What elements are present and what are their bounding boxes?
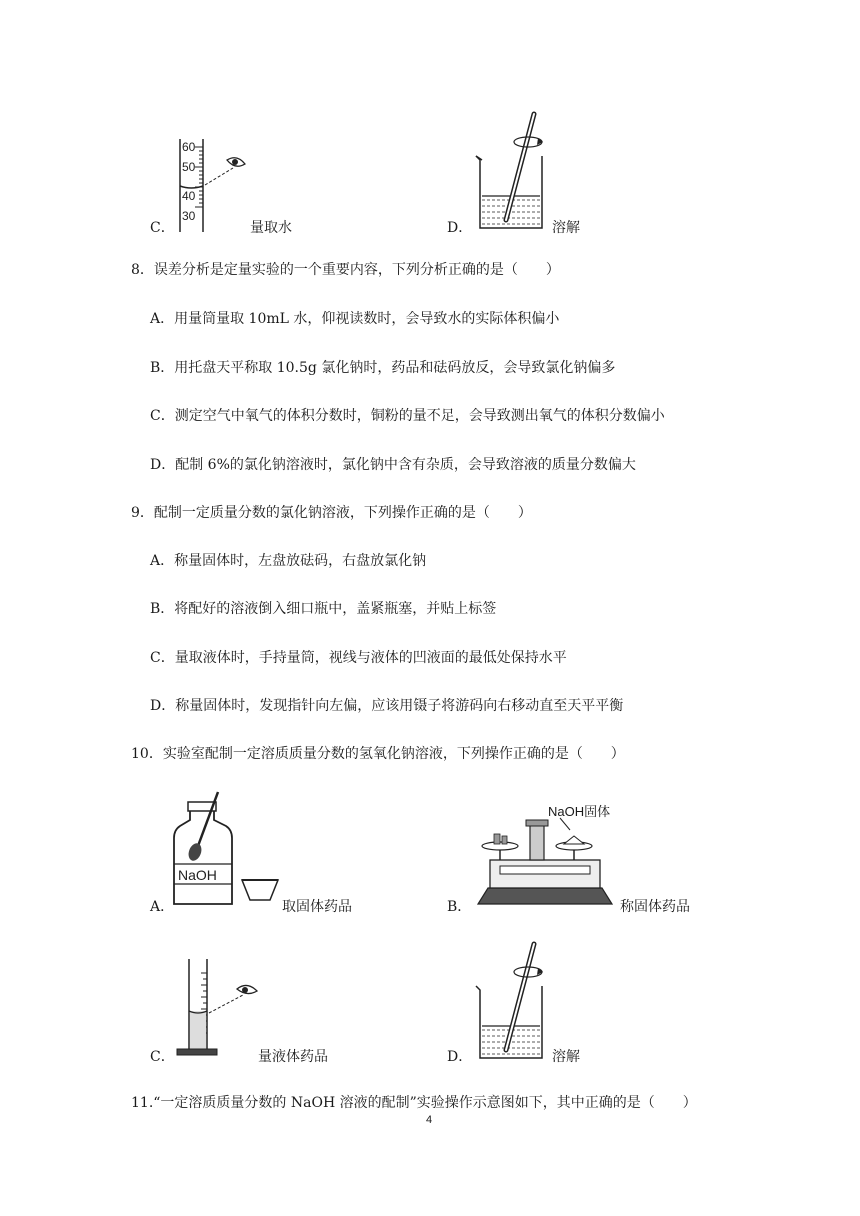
q10-option-c-caption: 量液体药品	[258, 1049, 328, 1065]
q8-option-b: B．用托盘天平称取 10.5g 氯化钠时，药品和砝码放反，会导致氯化钠偏多	[150, 360, 616, 376]
q8-option-d: D．配制 6%的氯化钠溶液时，氯化钠中含有杂质，会导致溶液的质量分数偏大	[150, 457, 636, 473]
q10-bottle-label: NaOH	[178, 867, 217, 883]
q10-balance-figure	[470, 800, 620, 912]
q7-beaker-dissolve-figure	[470, 108, 560, 233]
q7-graduated-cylinder-figure	[175, 136, 255, 236]
q9-option-c: C．量取液体时，手持量筒，视线与液体的凹液面的最低处保持水平	[150, 650, 567, 666]
q10-cylinder-figure	[175, 955, 265, 1060]
q9-stem: 9．配制一定质量分数的氯化钠溶液，下列操作正确的是（ ）	[131, 505, 532, 521]
q11-stem: 11.“一定溶质质量分数的 NaOH 溶液的配制”实验操作示意图如下，其中正确的是（ ）	[131, 1095, 697, 1111]
q9-option-d: D．称量固体时，发现指针向左偏，应该用镊子将游码向右移动直至天平平衡	[150, 698, 624, 714]
q10-naoh-bottle-figure	[170, 788, 280, 910]
q10-option-a-letter: A．	[150, 899, 175, 915]
q10-option-b-letter: B．	[447, 899, 472, 915]
q9-option-b: B．将配好的溶液倒入细口瓶中，盖紧瓶塞，并贴上标签	[150, 601, 497, 617]
q7-option-c-letter: C．	[150, 220, 175, 236]
q7-tick-60: 60	[182, 140, 196, 154]
q9-option-a: A．称量固体时，左盘放砝码，右盘放氯化钠	[150, 553, 427, 569]
q10-option-b-caption: 称固体药品	[620, 899, 690, 915]
q7-option-d-letter: D．	[447, 220, 473, 236]
q7-option-c-caption: 量取水	[250, 220, 292, 236]
q10-naoh-solid-label: NaOH固体	[548, 804, 611, 819]
q7-option-d-caption: 溶解	[552, 220, 580, 236]
q7-tick-40: 40	[182, 189, 196, 203]
q7-tick-30: 30	[182, 209, 196, 223]
q10-beaker-dissolve-figure	[470, 938, 560, 1063]
q8-stem: 8．误差分析是定量实验的一个重要内容，下列分析正确的是（ ）	[131, 262, 560, 278]
eye-icon	[237, 985, 257, 993]
q10-stem: 10．实验室配制一定溶质质量分数的氢氧化钠溶液，下列操作正确的是（ ）	[131, 746, 625, 762]
q10-option-d-caption: 溶解	[552, 1049, 580, 1065]
eye-icon	[227, 158, 245, 167]
q10-option-a-caption: 取固体药品	[282, 899, 352, 915]
page-number: 4	[426, 1114, 433, 1126]
q8-option-a: A．用量筒量取 10mL 水，仰视读数时，会导致水的实际体积偏小	[150, 311, 560, 327]
q10-option-d-letter: D．	[447, 1049, 473, 1065]
q10-option-c-letter: C．	[150, 1049, 175, 1065]
q7-tick-50: 50	[182, 160, 196, 174]
q8-option-c: C．测定空气中氧气的体积分数时，铜粉的量不足，会导致测出氧气的体积分数偏小	[150, 408, 665, 424]
